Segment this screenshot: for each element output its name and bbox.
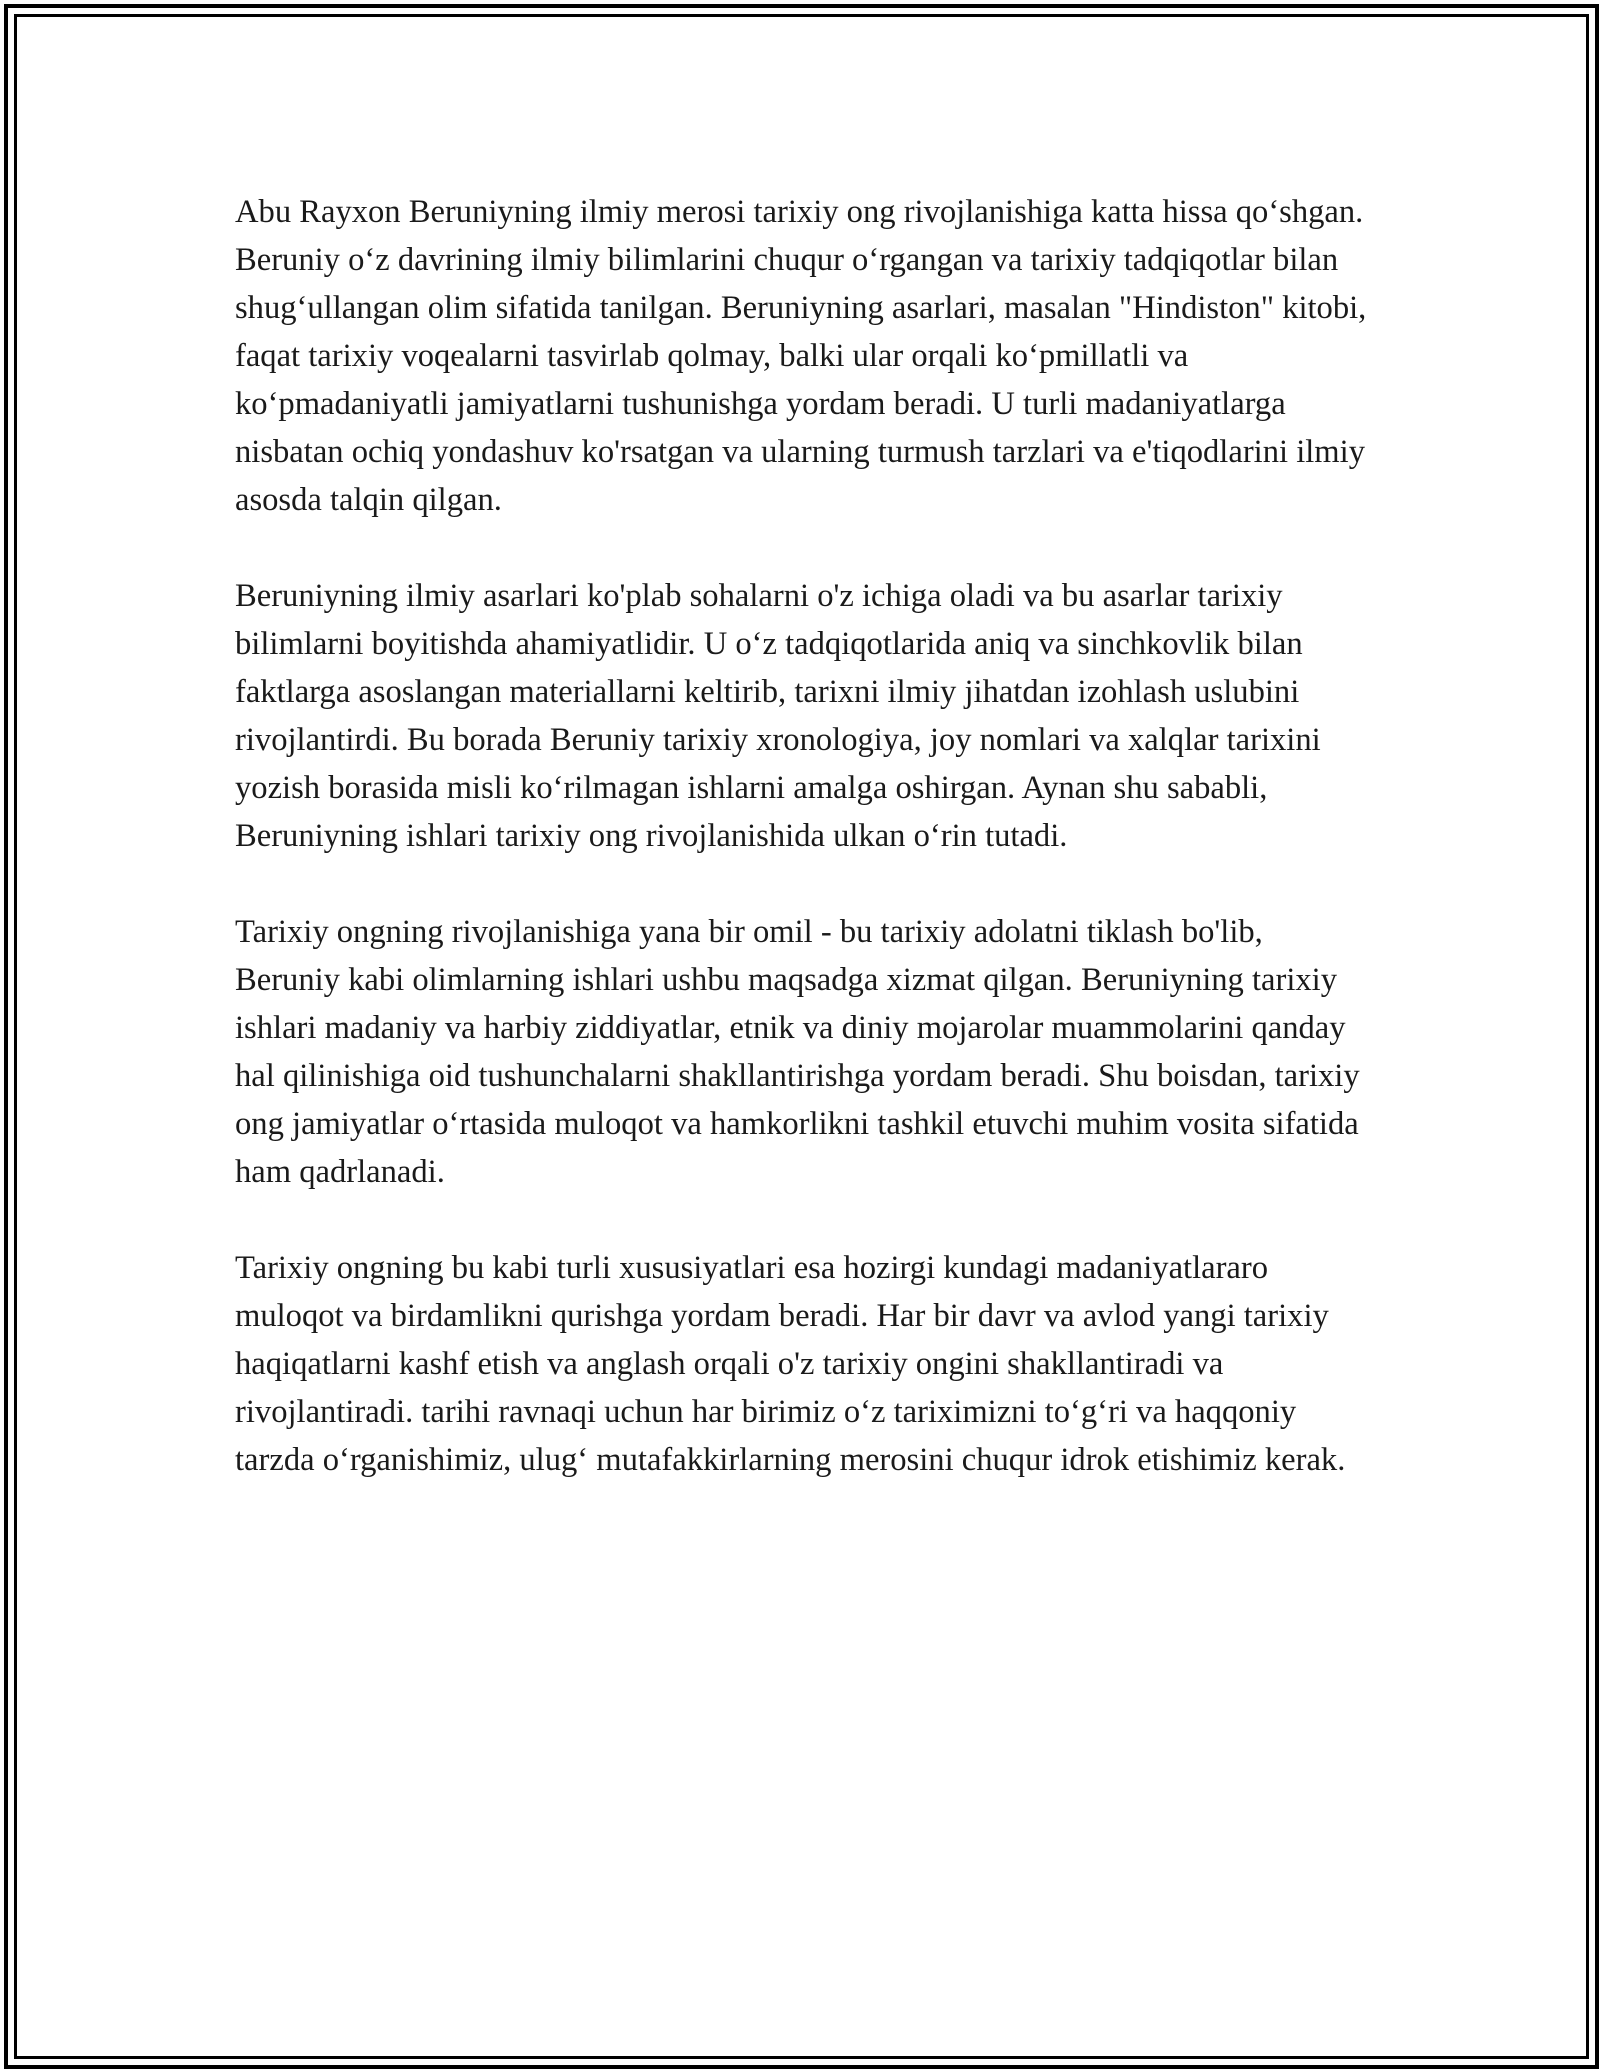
paragraph: Tarixiy ongning bu kabi turli xususiyatlari esa hozirgi kundagi madaniyatlararo muloqot va birdamlikni qurishga yordam beradi. Har bir davr va avlod yangi tarixiy haqiqatlarni kashf etish va anglash orqali o'z tarixiy ongini shakllantiradi va rivojlantiradi. tarihi ravnaqi uchun har birimiz o‘z tariximizni to‘g‘ri va haqqoniy tarzda o‘rganishimiz, ulug‘ mutafakkirlarning merosini chuqur idrok etishimiz kerak. — [235, 1250, 1346, 1478]
paragraph: Beruniyning ilmiy asarlari ko'plab sohalarni o'z ichiga oladi va bu asarlar tarixiy bilimlarni boyitishda ahamiyatlidir. U o‘z tadqiqotlarida aniq va sinchkovlik bilan faktlarga asoslangan materiallarni keltirib, tarixni ilmiy jihatdan izohlash uslubini rivojlantirdi. Bu borada Beruniy tarixiy xronologiya, joy nomlari va xalqlar tarixini yozish borasida misli ko‘rilmagan ishlarni amalga oshirgan. Aynan shu sababli, Beruniyning ishlari tarixiy ong rivojlanishida ulkan o‘rin tutadi. — [235, 578, 1321, 854]
paragraph: Abu Rayxon Beruniyning ilmiy merosi tarixiy ong rivojlanishiga katta hissa qo‘shgan. Beruniy o‘z davrining ilmiy bilimlarini chuqur o‘rgangan va tarixiy tadqiqotlar bilan shug‘ullangan olim sifatida tanilgan. Beruniyning asarlari, masalan "Hindiston" kitobi, faqat tarixiy voqealarni tasvirlab qolmay, balki ular orqali ko‘pmillatli va ko‘pmadaniyatli jamiyatlarni tushunishga yordam beradi. U turli madaniyatlarga nisbatan ochiq yondashuv ko'rsatgan va ularning turmush tarzlari va e'tiqodlarini ilmiy asosda talqin qilgan. — [235, 194, 1367, 518]
paragraph: Tarixiy ongning rivojlanishiga yana bir omil - bu tarixiy adolatni tiklash bo'lib, Beruniy kabi olimlarning ishlari ushbu maqsadga xizmat qilgan. Beruniyning tarixiy ishlari madaniy va harbiy ziddiyatlar, etnik va diniy mojarolar muammolarini qanday hal qilinishiga oid tushunchalarni shakllantirishga yordam beradi. Shu boisdan, tarixiy ong jamiyatlar o‘rtasida muloqot va hamkorlikni tashkil etuvchi muhim vosita sifatida ham qadrlanadi. — [235, 914, 1360, 1190]
document-body — [235, 188, 1370, 1484]
